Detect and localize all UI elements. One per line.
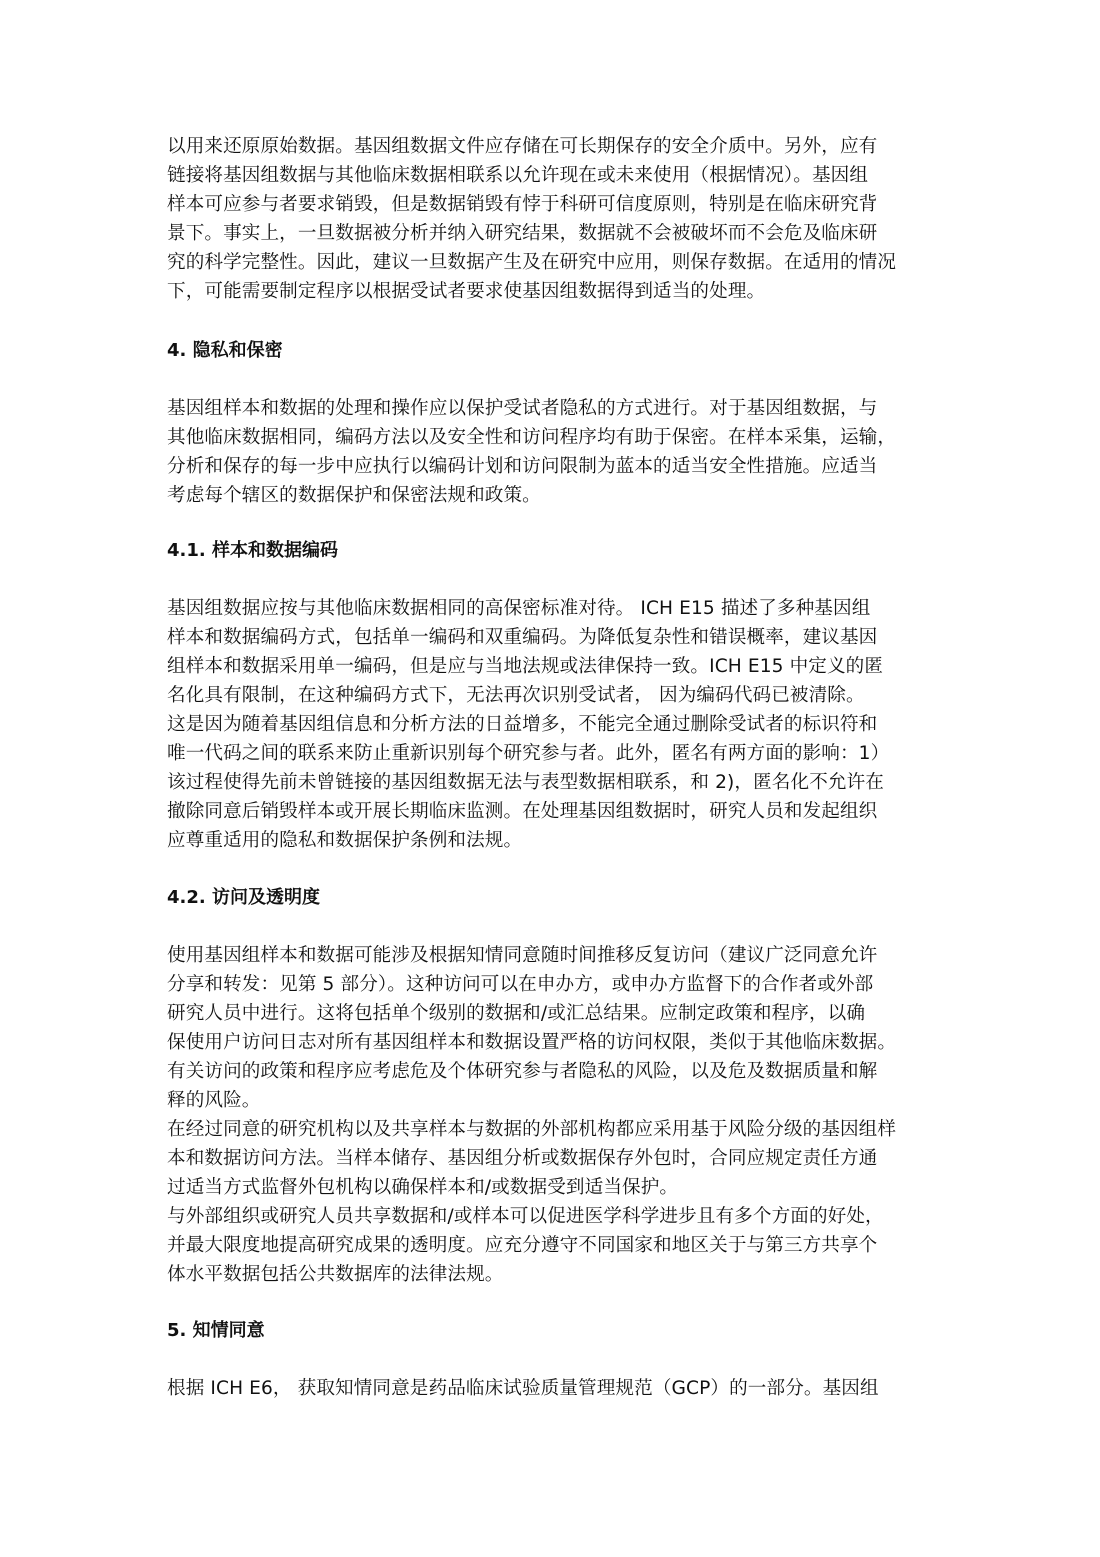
text-line: 下，可能需要制定程序以根据受试者要求使基因组数据得到适当的处理。 — [167, 281, 766, 302]
section-heading: 4.1. 样本和数据编码 — [167, 540, 338, 561]
section-heading: 4.2. 访问及透明度 — [167, 887, 320, 908]
section-4-1 — [167, 536, 957, 855]
text-line: 研究人员中进行。这将包括单个级别的数据和/或汇总结果。应制定政策和程序，以确 — [167, 1003, 866, 1024]
text-line: 该过程使得先前未曾链接的基因组数据无法与表型数据相联系，和 2)，匿名化不允许在 — [167, 772, 884, 793]
section-heading: 5. 知情同意 — [167, 1320, 265, 1341]
section-paragraph — [167, 941, 957, 1289]
text-line: 样本可应参与者要求销毁，但是数据销毁有悖于科研可信度原则，特别是在临床研究背 — [167, 194, 878, 215]
text-line: 使用基因组样本和数据可能涉及根据知情同意随时间推移反复访问（建议广泛同意允许 — [167, 945, 878, 966]
section-5 — [167, 1316, 957, 1403]
section-heading: 4. 隐私和保密 — [167, 340, 283, 361]
text-line: 体水平数据包括公共数据库的法律法规。 — [167, 1264, 504, 1285]
text-line: 释的风险。 — [167, 1090, 261, 1111]
text-line: 分析和保存的每一步中应执行以编码计划和访问限制为蓝本的适当安全性措施。应适当 — [167, 456, 878, 477]
text-line: 以用来还原原始数据。基因组数据文件应存储在可长期保存的安全介质中。另外，应有 — [167, 136, 878, 157]
text-line: 在经过同意的研究机构以及共享样本与数据的外部机构都应采用基于风险分级的基因组样 — [167, 1119, 897, 1140]
text-line: 链接将基因组数据与其他临床数据相联系以允许现在或未来使用（根据情况）。基因组 — [167, 165, 869, 186]
text-line: 与外部组织或研究人员共享数据和/或样本可以促进医学科学进步且有多个方面的好处， — [167, 1206, 884, 1227]
section-4-2 — [167, 883, 957, 1289]
text-line: 保使用户访问日志对所有基因组样本和数据设置严格的访问权限，类似于其他临床数据。 — [167, 1032, 897, 1053]
text-line: 样本和数据编码方式，包括单一编码和双重编码。为降低复杂性和错误概率，建议基因 — [167, 627, 878, 648]
text-line: 分享和转发：见第 5 部分）。这种访问可以在申办方，或申办方监督下的合作者或外部 — [167, 974, 874, 995]
section-paragraph — [167, 394, 957, 510]
text-line: 应尊重适用的隐私和数据保护条例和法规。 — [167, 830, 523, 851]
text-line: 这是因为随着基因组信息和分析方法的日益增多，不能完全通过删除受试者的标识符和 — [167, 714, 878, 735]
text-line: 其他临床数据相同，编码方法以及安全性和访问程序均有助于保密。在样本采集，运输， — [167, 427, 897, 448]
text-line: 并最大限度地提高研究成果的透明度。应充分遵守不同国家和地区关于与第三方共享个 — [167, 1235, 878, 1256]
text-line: 过适当方式监督外包机构以确保样本和/或数据受到适当保护。 — [167, 1177, 679, 1198]
text-line: 本和数据访问方法。当样本储存、基因组分析或数据保存外包时，合同应规定责任方通 — [167, 1148, 878, 1169]
text-line: 基因组数据应按与其他临床数据相同的高保密标准对待。 ICH E15 描述了多种基因组 — [167, 598, 871, 619]
text-line: 根据 ICH E6， 获取知情同意是药品临床试验质量管理规范（GCP）的一部分。基因组 — [167, 1378, 879, 1399]
text-line: 景下。事实上，一旦数据被分析并纳入研究结果，数据就不会被破坏而不会危及临床研 — [167, 223, 878, 244]
text-line: 唯一代码之间的联系来防止重新识别每个研究参与者。此外，匿名有两方面的影响：1） — [167, 743, 890, 764]
section-4 — [167, 336, 957, 510]
text-line: 有关访问的政策和程序应考虑危及个体研究参与者隐私的风险，以及危及数据质量和解 — [167, 1061, 878, 1082]
text-line: 撤除同意后销毁样本或开展长期临床监测。在处理基因组数据时，研究人员和发起组织 — [167, 801, 878, 822]
intro-paragraph — [167, 132, 957, 306]
section-paragraph — [167, 594, 957, 855]
text-line: 名化具有限制，在这种编码方式下，无法再次识别受试者， 因为编码代码已被清除。 — [167, 685, 865, 706]
section-paragraph — [167, 1374, 957, 1403]
text-line: 究的科学完整性。因此，建议一旦数据产生及在研究中应用，则保存数据。在适用的情况 — [167, 252, 897, 273]
text-line: 考虑每个辖区的数据保护和保密法规和政策。 — [167, 485, 541, 506]
text-line: 基因组样本和数据的处理和操作应以保护受试者隐私的方式进行。对于基因组数据，与 — [167, 398, 878, 419]
text-line: 组样本和数据采用单一编码，但是应与当地法规或法律保持一致。ICH E15 中定义的匿 — [167, 656, 884, 677]
